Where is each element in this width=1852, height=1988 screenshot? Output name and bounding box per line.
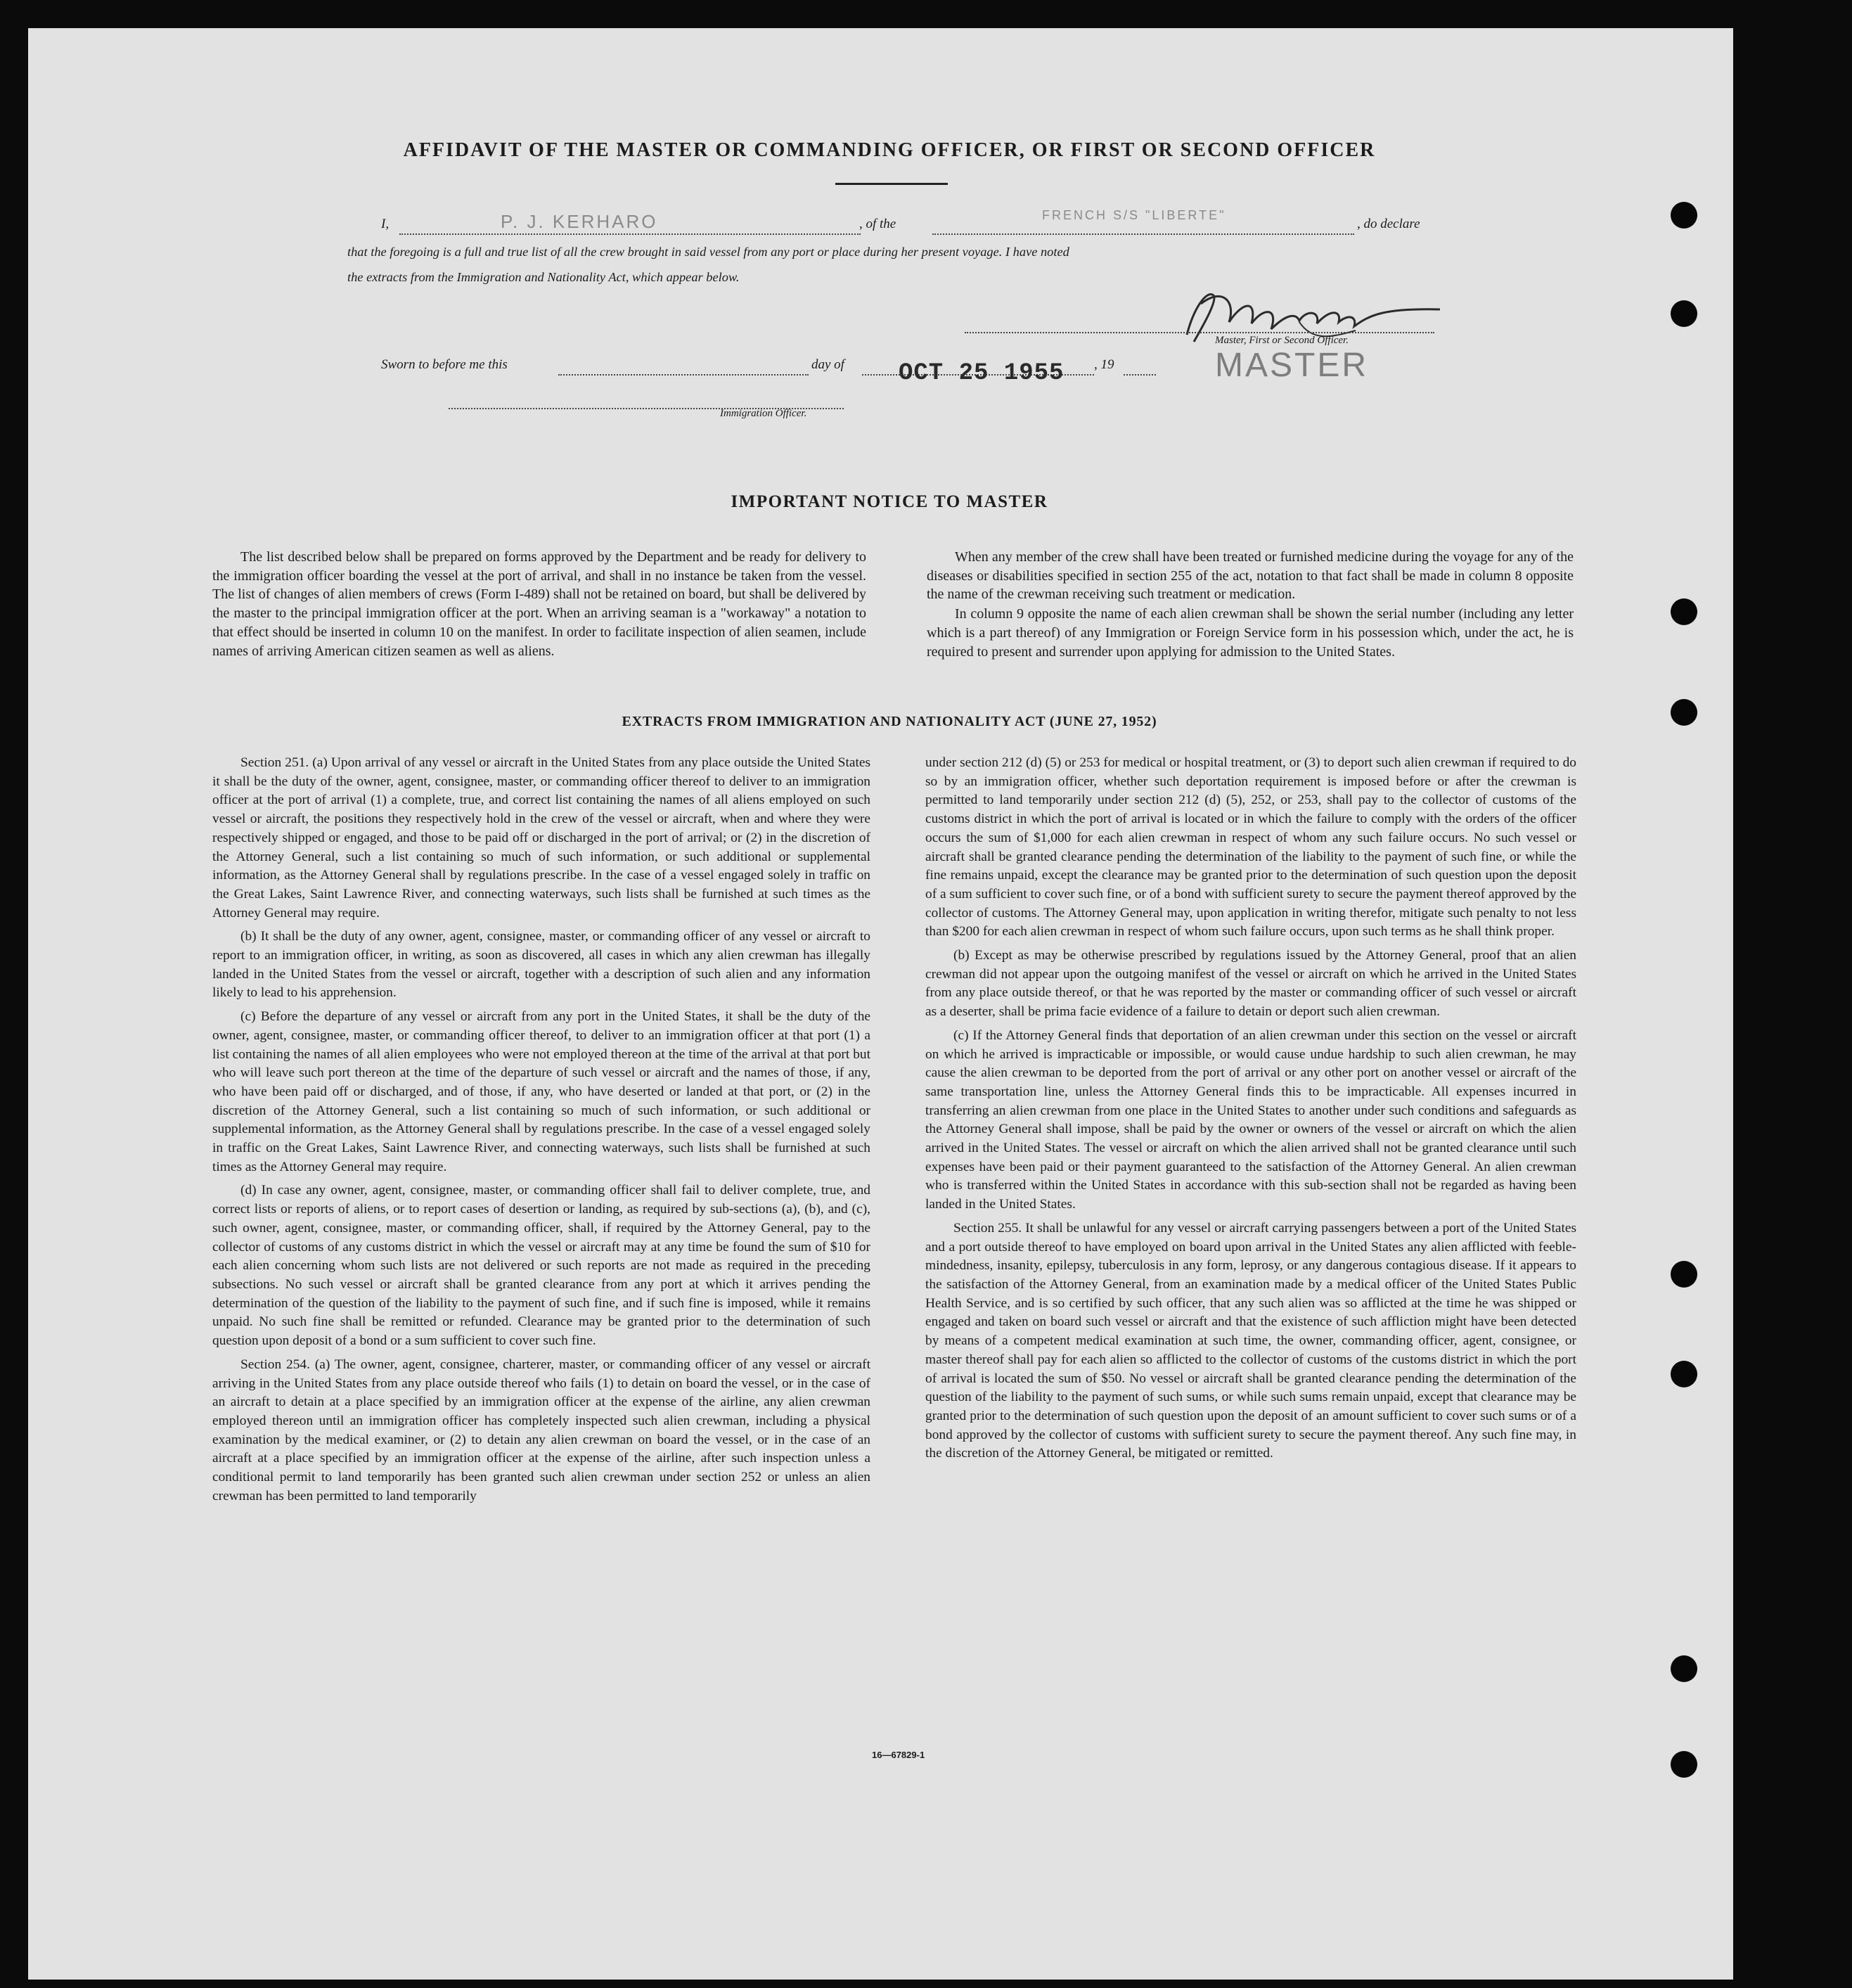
signature-caption: Master, First or Second Officer. (1215, 335, 1349, 346)
punch-hole (1671, 1751, 1697, 1778)
act-paragraph: Section 255. It shall be unlawful for any vessel or aircraft carrying passengers between a port of the United States and a port outside thereof to have employed on board upon arrival in the United States any alien afflicted with feeble-mindedness, insanity, epilepsy, tuberculosis in any form, leprosy, or any dangerous contagious disease. If it appears to the satisfaction of the Attorney General, from an examination made by a medical officer of the United States Public Health Service, and is so certified by such officer, that any such alien was so afflicted at the time he was shipped or engaged and taken on board such vessel or aircraft and that the existence of such affliction might have been detected by means of a competent medical examination at such time, the owner, commanding officer, agent, consignee, or master thereof shall pay for each alien so afflicted to the collector of customs of the customs district in which the port of arrival is located the sum of $50. No vessel or aircraft shall be granted clearance pending the determination of the question of the liability to the payment of such sums, or while such sums remain unpaid, except that clearance may be granted prior to the determination of such question upon the deposit of an amount sufficient to cover such sums or of a bond approved by the collector of customs with sufficient surety to secure the payment thereof. Any such fine may, in the discretion of the Attorney General, be mitigated or remitted. (925, 1220, 1576, 1461)
affidavit-declare: , do declare (1357, 217, 1420, 231)
act-paragraph: (b) It shall be the duty of any owner, agent, consignee, master, or commanding officer of any vessel or aircraft to report to an immigration officer, in writing, as soon as discovered, all cases in which any alien crewman has illegally landed in the United States from the vessel or aircraft, together with a description of such alien and any information likely to lead to his apprehension. (212, 929, 870, 1001)
signature-line (965, 332, 1434, 333)
master-name: P. J. KERHARO (501, 211, 658, 232)
officer-caption: Immigration Officer. (720, 408, 807, 419)
act-paragraph: (c) If the Attorney General finds that deportation of an alien crewman under this section on the vessel or aircraft on which he arrived is impracticable or impossible, or would cause undue hardship to such alien crewman, he may cause the alien crewman to be deported from the port of arrival or any other port on another vessel or aircraft of the same transportation line, unless the Attorney General finds this to be impracticable. All expenses incurred in transferring an alien crewman from one place in the United States to another under such conditions and safeguards as the Attorney General shall impose, shall be paid by the owner or owners of the vessel or aircraft on which the alien arrived in the United States. The vessel or aircraft on which the alien arrived shall not be granted clearance until such expenses have been paid or their payment guaranteed to the satisfaction of the Attorney General. An alien crewman who is transferred within the United States in accordance with this sub-section shall not be regarded as having been landed in the United States. (925, 1027, 1576, 1212)
punch-hole (1671, 1261, 1697, 1288)
extracts-title: EXTRACTS FROM IMMIGRATION AND NATIONALITY ACT (JUNE 27, 1952) (622, 714, 1157, 729)
notice-paragraph: In column 9 opposite the name of each alien crewman shall be shown the serial number (including any letter which is a part thereof) of any Immigration or Foreign Service form in his possession which, under the act, he is required to present and surrender upon applying for admission to the United States. (927, 606, 1574, 660)
sworn-prefix: Sworn to before me this (381, 357, 508, 372)
act-paragraph: Section 251. (a) Upon arrival of any vessel or aircraft in the United States from any place outside the United States it shall be the duty of the owner, agent, consignee, master, or commanding officer thereof to deliver to an immigration officer at the port of arrival (1) a complete, true, and correct list containing the names of all aliens employed on such vessel or aircraft, the positions they respectively hold in the crew of the vessel or aircraft, when and where they were respectively shipped or engaged, and those to be paid off or discharged in the port of arrival; or (2) in the discretion of the Attorney General, such a list containing so much of such information, or such additional or supplemental information, as the Attorney General shall by regulations prescribe. In the case of a vessel engaged solely in traffic on the Great Lakes, Saint Lawrence River, and connecting waterways, such lists shall be furnished at such times as the Attorney General may require. (212, 755, 870, 921)
year-line (1124, 374, 1156, 376)
extracts-left-column (212, 754, 870, 1511)
notice-paragraph: The list described below shall be prepared on forms approved by the Department and be ready for delivery to the immigration officer boarding the vessel at the port of arrival, and shall in no instance be taken from the vessel. The list of changes of alien members of crews (Form I-489) shall not be retained on board, but shall be delivered by the master to the principal immigration officer at the port. When an arriving seaman is a "workaway" a notation to that effect should be inserted in column 10 on the manifest. In order to facilitate inspection of alien seamen, include names of arriving American citizen seamen as well as aliens. (212, 549, 866, 659)
day-of-label: day of (811, 357, 844, 372)
notice-left-column (212, 548, 866, 665)
affidavit-line-2: that the foregoing is a full and true list of all the crew brought in said vessel from any port or place during her present voyage. I have noted (347, 245, 1069, 259)
punch-hole (1671, 1655, 1697, 1682)
punch-hole (1671, 1361, 1697, 1387)
notice-paragraph: When any member of the crew shall have been treated or furnished medicine during the voyage for any of the diseases or disabilities specified in section 255 of the act, notation to that fact shall be made in column 8 opposite the name of the crewman receiving such treatment or medication. (927, 549, 1574, 603)
vessel-name: FRENCH S/S "LIBERTE" (1042, 208, 1226, 222)
punch-hole (1671, 598, 1697, 625)
year-prefix: , 19 (1094, 357, 1114, 372)
extracts-right-column (925, 754, 1576, 1468)
affidavit-line-3: the extracts from the Immigration and Nationality Act, which appear below. (347, 270, 740, 284)
sworn-day-line (558, 374, 809, 376)
act-paragraph: under section 212 (d) (5) or 253 for medical or hospital treatment, or (3) to deport such alien crewman if required to do so by an immigration officer, whether such deportation requirement is imposed before or after the crewman is permitted to land temporarily under section 212 (d) (5), 252, or 253, shall pay to the collector of customs of the customs district in which the port of arrival is located or in which the failure to comply with the orders of the officer occurs the sum of $1,000 for each alien crewman in respect of whom any such failure occurs. No such vessel or aircraft shall be granted clearance pending the determination of the liability to the payment of such fine, or while the fine remains unpaid, except the clearance may be granted prior to the determination of such question upon the deposit of a sum sufficient to cover such fine, or of a bond with sufficient surety to secure the payment thereof approved by the collector of customs. The Attorney General may, upon application in writing therefor, mitigate such penalty to not less than $200 for each alien crewman in respect of whom such failure occurs, upon such terms as he shall think proper. (925, 755, 1576, 940)
affidavit-of-the: , of the (859, 217, 896, 231)
notice-title: IMPORTANT NOTICE TO MASTER (731, 492, 1048, 511)
vessel-line (932, 233, 1354, 235)
name-line (399, 233, 861, 235)
master-stamp: MASTER (1215, 347, 1369, 384)
affidavit-i: I, (381, 217, 390, 231)
affidavit-title: AFFIDAVIT OF THE MASTER OR COMMANDING OFFICER, OR FIRST OR SECOND OFFICER (403, 139, 1376, 161)
act-paragraph: Section 254. (a) The owner, agent, consignee, charterer, master, or commanding officer of any vessel or aircraft arriving in the United States from any place outside thereof who fails (1) to detain on board the vessel, or in the case of an aircraft to detain at a place specified by an immigration officer at the expense of the airline, any alien crewman employed thereon until an immigration officer has completely inspected such alien crewman, including a physical examination by the medical examiner, or (2) to detain any alien crewman on board the vessel, or in the case of an aircraft at a place specified by an immigration officer at the expense of the airline, after such inspection unless a conditional permit to land temporarily has been granted such alien crewman under section 252 or unless an alien crewman has been permitted to land temporarily (212, 1357, 870, 1503)
notice-right-column (927, 548, 1574, 666)
act-paragraph: (d) In case any owner, agent, consignee, master, or commanding officer shall fail to deliver complete, true, and correct lists or reports of aliens, or to report cases of desertion or landing, as required by sub-sections (a), (b), and (c), such owner, agent, consignee, master, or commanding officer, shall, if required by the Attorney General, pay to the collector of customs of any customs district in which the vessel or aircraft may at any time be found the sum of $10 for each alien concerning whom such lists are not delivered or such reports are not made as required in the preceding subsections. No such vessel or aircraft shall be granted clearance from any port at which it arrives pending the determination of the question of the liability to the payment of such fine, and if such fine is imposed, while it remains unpaid. No such fine shall be remitted or refunded. Clearance may be granted prior to the determination of such question upon deposit of a bond or a sum sufficient to cover such fine. (212, 1183, 870, 1349)
punch-hole (1671, 300, 1697, 327)
punch-hole (1671, 202, 1697, 229)
act-paragraph: (c) Before the departure of any vessel or aircraft from any port in the United States, it shall be the duty of the owner, agent, consignee, master, or commanding officer thereof, to deliver to an immigration officer at that port (1) a list containing the names of all alien employees who were not employed thereon at the time of the arrival at that port but who will leave such port thereon at the time of the departure of such vessel or aircraft and the names of those, if any, who have been paid off or discharged, and of those, if any, who have deserted or landed at that port, or (2) in the discretion of the Attorney General, such a list containing so much of such information, or such additional or supplemental information, as the Attorney General shall by regulations prescribe. In the case of a vessel engaged solely in traffic on the Great Lakes, Saint Lawrence River, and connecting waterways, such lists shall be furnished at such times as the Attorney General may require. (212, 1009, 870, 1174)
date-stamp: OCT 25 1955 (899, 360, 1065, 387)
title-rule (835, 183, 948, 185)
form-number: 16—67829-1 (872, 1750, 925, 1760)
act-paragraph: (b) Except as may be otherwise prescribed by regulations issued by the Attorney General, proof that an alien crewman did not appear upon the outgoing manifest of the vessel or aircraft on which he arrived in the United States from any place outside thereof, or that he was reported by the master or commanding officer of such vessel or aircraft as a deserter, shall be prima facie evidence of a failure to detain or deport such alien crewman. (925, 948, 1576, 1020)
